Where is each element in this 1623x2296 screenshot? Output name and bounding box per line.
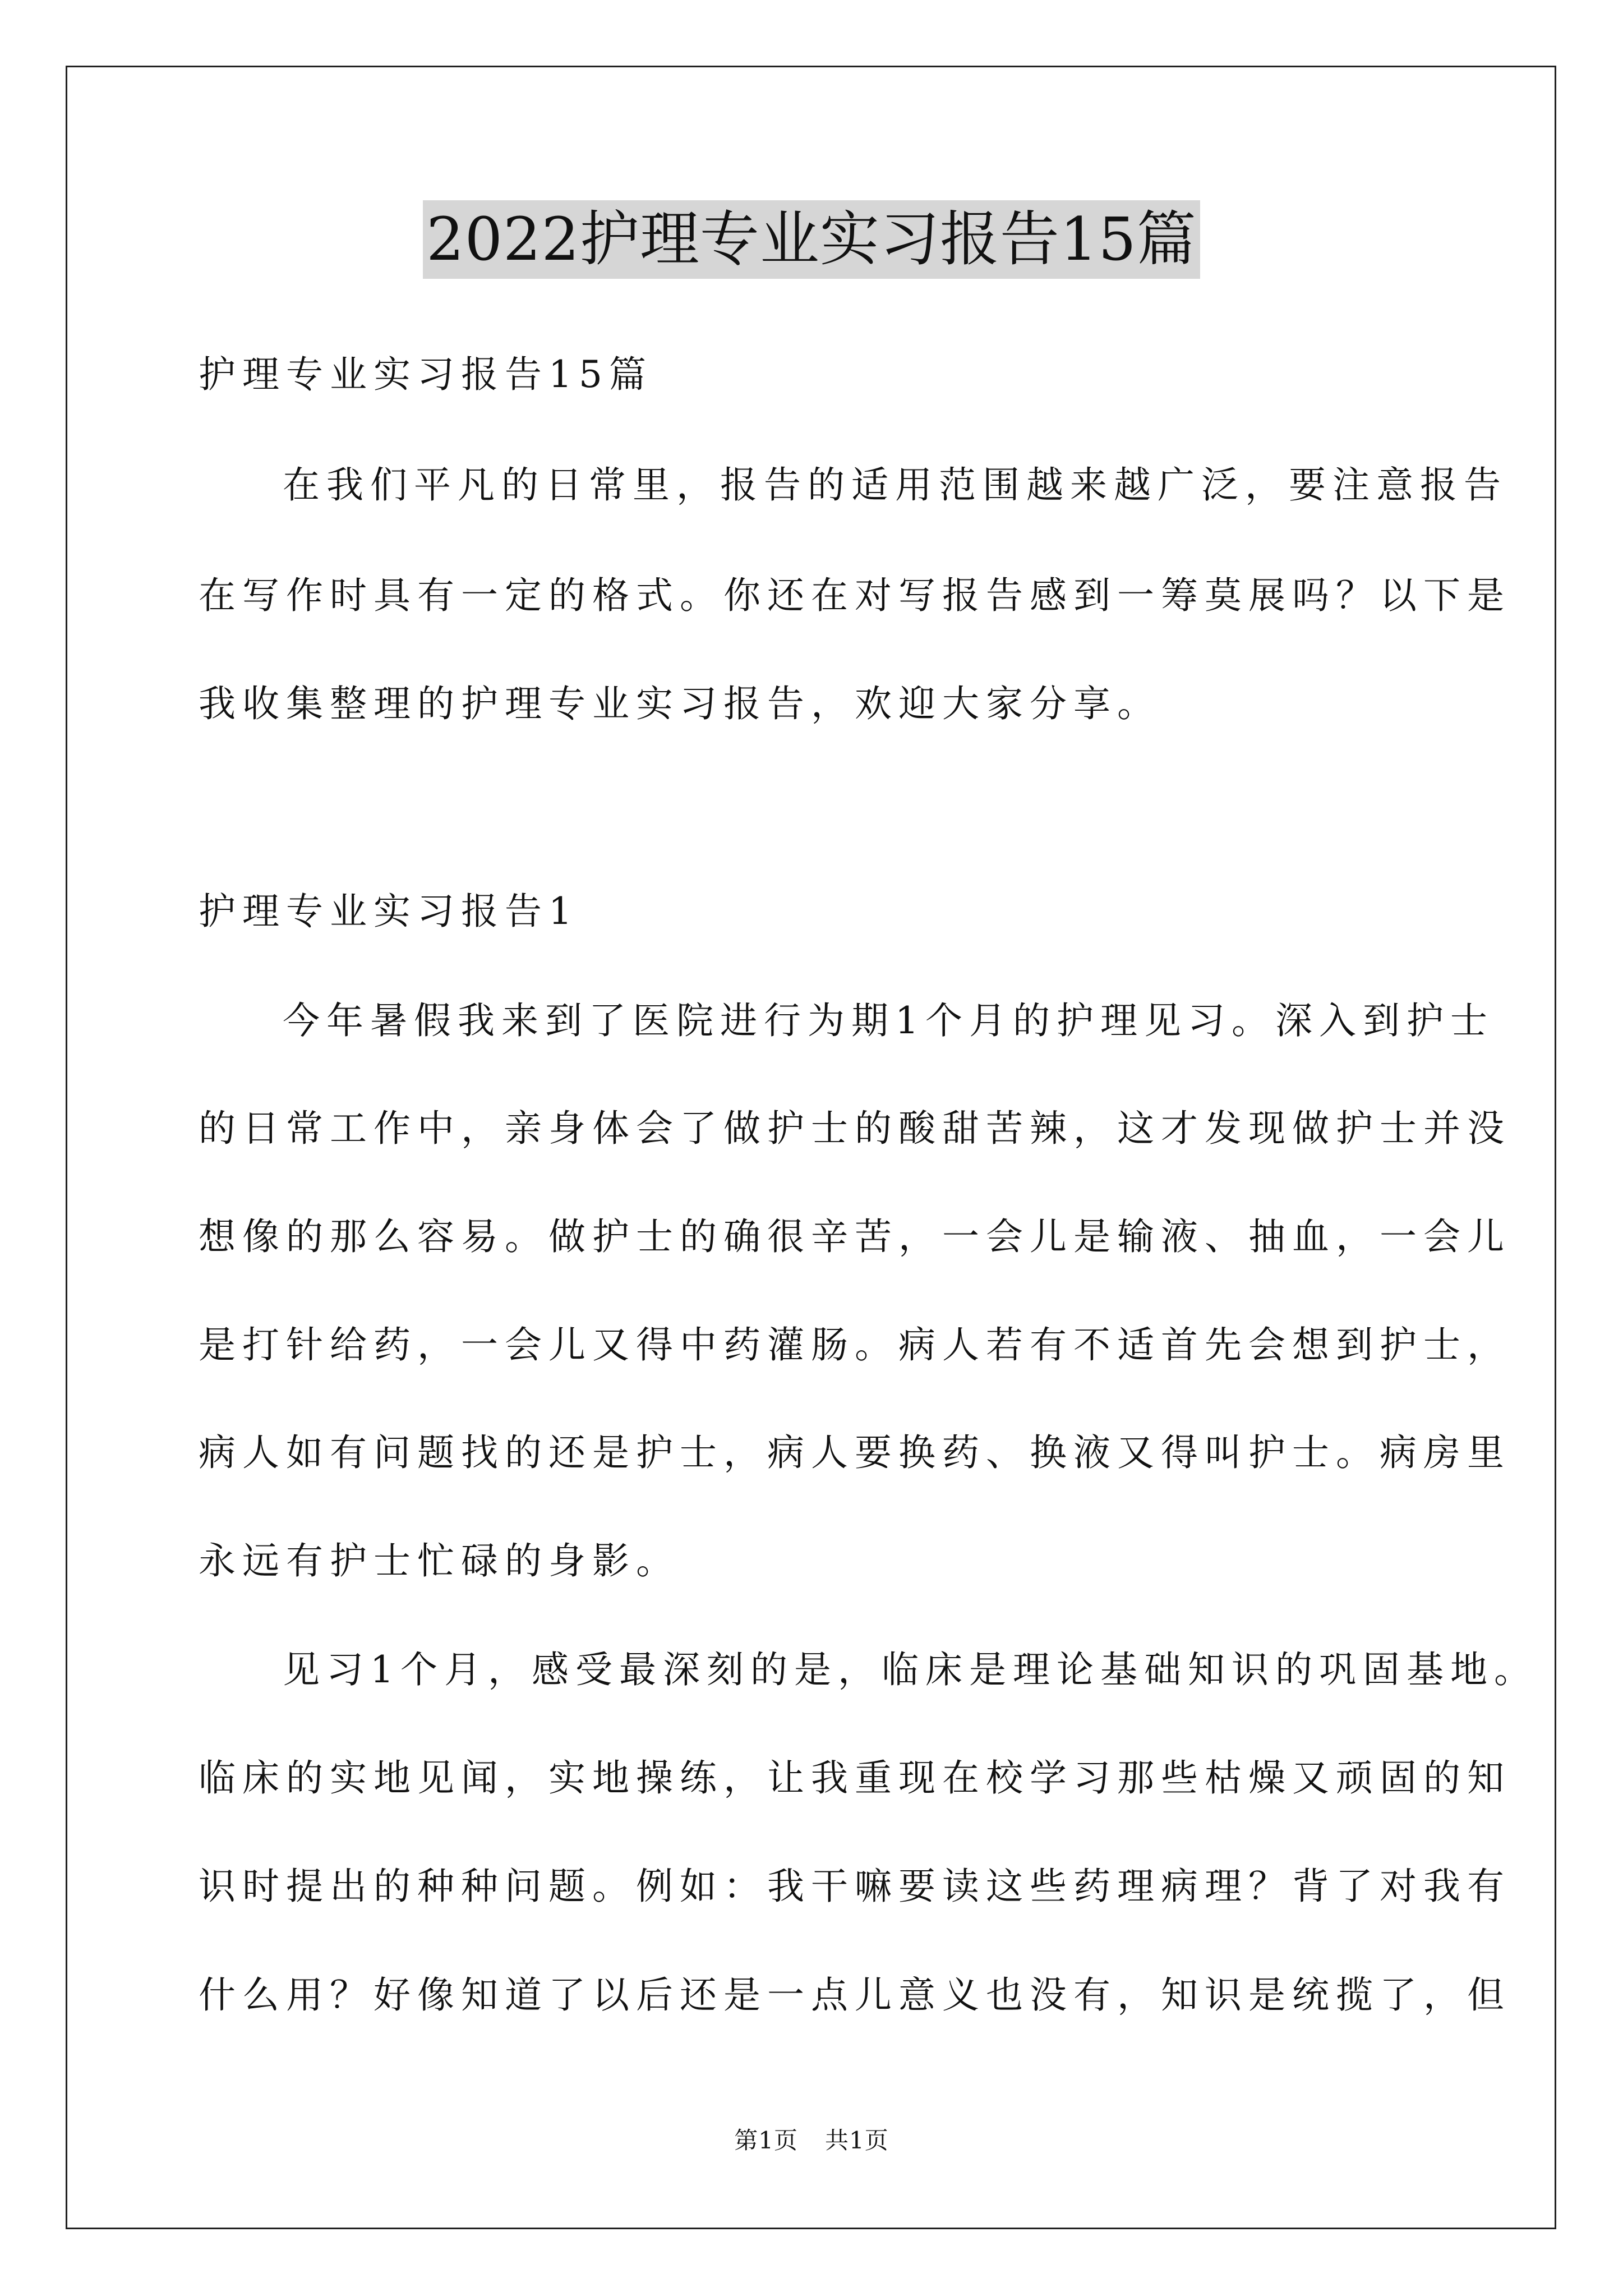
paragraph-2-line-4: 什么用？好像知道了以后还是一点儿意义也没有，知识是统揽了，但 bbox=[199, 1973, 1511, 2017]
page-footer bbox=[0, 2124, 1623, 2157]
section-heading-1: 护理专业实习报告1 bbox=[199, 890, 579, 933]
document-subtitle: 护理专业实习报告15篇 bbox=[199, 353, 653, 396]
page-number: 第1页 bbox=[734, 2127, 798, 2154]
paragraph-2-line-3: 识时提出的种种问题。例如：我干嘛要读这些药理病理？背了对我有 bbox=[199, 1865, 1511, 1908]
paragraph-1-line-2: 的日常工作中，亲身体会了做护士的酸甜苦辣，这才发现做护士并没 bbox=[199, 1107, 1511, 1150]
paragraph-1-line-1: 今年暑假我来到了医院进行为期1个月的护理见习。深入到护士 bbox=[283, 999, 1494, 1042]
document-title: 2022护理专业实习报告15篇 bbox=[423, 200, 1200, 279]
paragraph-1-line-3: 想像的那么容易。做护士的确很辛苦，一会儿是输液、抽血，一会儿 bbox=[199, 1215, 1511, 1258]
intro-line-2: 在写作时具有一定的格式。你还在对写报告感到一筹莫展吗？以下是 bbox=[199, 574, 1511, 617]
paragraph-1-line-4: 是打针给药，一会儿又得中药灌肠。病人若有不适首先会想到护士， bbox=[199, 1323, 1511, 1366]
paragraph-1-line-5: 病人如有问题找的还是护士，病人要换药、换液又得叫护士。病房里 bbox=[199, 1431, 1511, 1474]
paragraph-2-line-1: 见习1个月，感受最深刻的是，临床是理论基础知识的巩固基地。 bbox=[283, 1648, 1538, 1691]
page-total: 共1页 bbox=[825, 2127, 889, 2154]
title-container bbox=[0, 200, 1623, 279]
intro-line-1: 在我们平凡的日常里，报告的适用范围越来越广泛，要注意报告 bbox=[283, 463, 1507, 507]
intro-line-3: 我收集整理的护理专业实习报告，欢迎大家分享。 bbox=[199, 682, 1161, 725]
paragraph-2-line-2: 临床的实地见闻，实地操练，让我重现在校学习那些枯燥又顽固的知 bbox=[199, 1756, 1511, 1800]
paragraph-1-line-6: 永远有护士忙碌的身影。 bbox=[199, 1539, 680, 1582]
